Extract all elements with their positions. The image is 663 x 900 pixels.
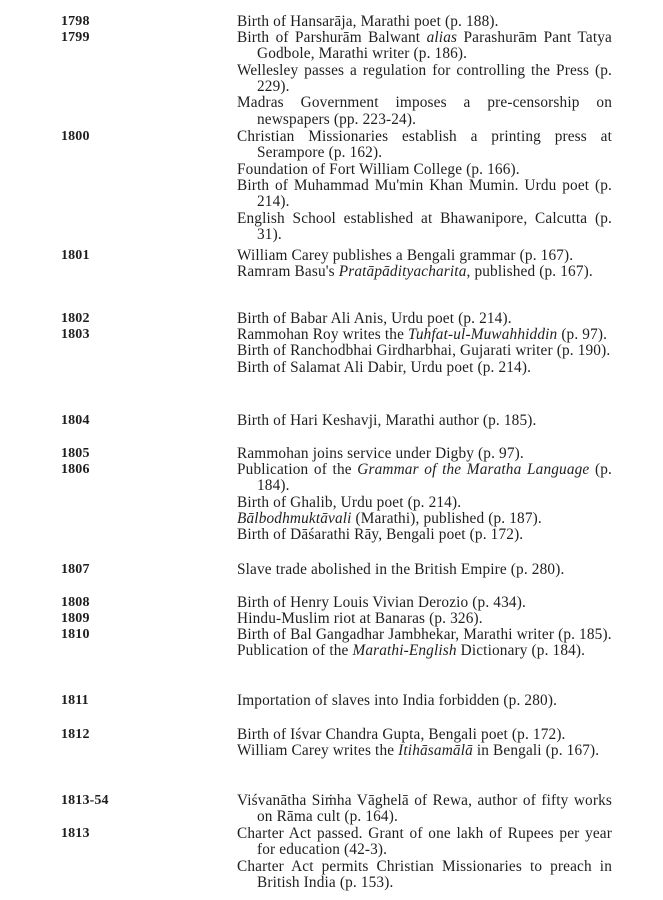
event-text: Birth of Ghalib, Urdu poet (p. 214). xyxy=(237,493,462,511)
event-text: William Carey writes the xyxy=(237,742,399,760)
event-entry xyxy=(237,693,612,709)
event-text: Birth of Dāśarathi Rāy, Bengali poet (p. 172). xyxy=(237,526,524,544)
event-text: Charter Act passed. Grant of one lakh of Rupees per year for education (42-3). xyxy=(237,825,612,859)
year-label: 1812 xyxy=(61,727,90,742)
event-text: Birth of Bal Gangadhar Jambhekar, Marathi writer (p. 185). xyxy=(237,626,612,643)
event-text: Charter Act permits Christian Missionaries to preach in British India (p. 153). xyxy=(237,857,612,892)
event-text: Birth of Henry Louis Vivian Derozio (p. 434). xyxy=(237,594,526,611)
chronology-row xyxy=(0,327,612,376)
chronology-row xyxy=(0,129,612,243)
event-text: Birth of Hansarāja, Marathi poet (p. 188). xyxy=(237,13,499,30)
event-text: Birth of Iśvar Chandra Gupta, Bengali poet (p. 172). xyxy=(237,726,566,743)
event-text: Birth of Babar Ali Anis, Urdu poet (p. 214). xyxy=(237,310,512,327)
event-entry xyxy=(237,859,612,892)
year-label: 1813-54 xyxy=(61,793,109,808)
event-entry xyxy=(237,446,612,462)
event-entry xyxy=(237,343,612,359)
event-list xyxy=(237,595,612,611)
event-list xyxy=(237,413,612,429)
event-text: Importation of slaves into India forbidden (p. 280). xyxy=(237,692,558,709)
year-label: 1799 xyxy=(61,30,90,45)
event-entry xyxy=(237,627,612,643)
event-entry xyxy=(237,264,612,280)
event-text: Rammohan joins service under Digby (p. 97). xyxy=(237,445,524,462)
event-entry xyxy=(237,826,612,859)
year-label: 1813 xyxy=(61,826,90,841)
event-text: Publication of the xyxy=(237,461,358,478)
event-text: Pratāpādityacharita xyxy=(338,263,467,281)
event-text: Viśvanātha Siṁha Vāghelā of Rewa, author of fifty works on Rāma cult (p. 164). xyxy=(237,792,612,826)
year-label: 1806 xyxy=(61,462,90,477)
event-text: Dictionary (p. 184). xyxy=(456,642,586,660)
chronology-row xyxy=(0,413,612,429)
event-entry xyxy=(237,30,612,63)
event-text: Itihāsamālā xyxy=(398,742,473,760)
event-list xyxy=(237,446,612,462)
chronology-row xyxy=(0,14,612,30)
event-entry xyxy=(237,14,612,30)
event-text: Ramram Basu's xyxy=(237,263,339,281)
chronology-row xyxy=(0,611,612,627)
event-text: Hindu-Muslim riot at Banaras (p. 326). xyxy=(237,610,483,627)
year-label: 1798 xyxy=(61,14,90,29)
event-list xyxy=(237,727,612,760)
event-text: Birth of Ranchodbhai Girdharbhai, Gujarati writer (p. 190). xyxy=(237,342,611,360)
event-text: Madras Government imposes a pre-censorship on newspapers (pp. 223-24). xyxy=(237,94,612,128)
event-entry xyxy=(237,727,612,743)
event-text: Wellesley passes a regulation for controlling the Press (p. 229). xyxy=(237,61,612,96)
event-entry xyxy=(237,462,612,495)
event-list xyxy=(237,14,612,30)
event-entry xyxy=(237,248,612,264)
chronology-row xyxy=(0,248,612,281)
event-entry xyxy=(237,63,612,96)
year-label: 1802 xyxy=(61,311,90,326)
year-label: 1811 xyxy=(61,693,89,708)
event-text: Tuhfat-ul-Muwahhiddin xyxy=(408,326,558,343)
chronology-row xyxy=(0,446,612,462)
event-text: (p. 97). xyxy=(557,326,608,343)
event-entry xyxy=(237,95,612,128)
event-entry xyxy=(237,327,612,343)
event-entry xyxy=(237,611,612,627)
event-text: Slave trade abolished in the British Empire (p. 280). xyxy=(237,561,565,578)
event-text: Birth of Hari Keshavji, Marathi author (p. 185). xyxy=(237,412,537,429)
year-label: 1804 xyxy=(61,413,90,428)
chronology-row xyxy=(0,562,612,578)
event-list xyxy=(237,248,612,281)
year-label: 1807 xyxy=(61,562,90,577)
event-text: Publication of the xyxy=(237,642,353,660)
event-list xyxy=(237,611,612,627)
event-entry xyxy=(237,743,612,759)
year-label: 1803 xyxy=(61,327,90,342)
event-text: Bālbodhmuktāvali xyxy=(237,510,352,528)
event-text: Birth of Salamat Ali Dabir, Urdu poet (p. 214). xyxy=(237,358,532,376)
chronology-row xyxy=(0,793,612,826)
year-label: 1810 xyxy=(61,627,90,642)
event-entry xyxy=(237,162,612,178)
event-text: , published (p. 167). xyxy=(466,263,593,281)
event-entry xyxy=(237,211,612,244)
event-entry xyxy=(237,495,612,511)
event-entry xyxy=(237,311,612,327)
event-text: Grammar of the Maratha Language xyxy=(357,461,590,478)
chronology-row xyxy=(0,727,612,760)
event-entry xyxy=(237,562,612,578)
event-list xyxy=(237,311,612,327)
year-label: 1805 xyxy=(61,446,90,461)
event-entry xyxy=(237,413,612,429)
event-entry xyxy=(237,793,612,826)
chronology-row xyxy=(0,627,612,660)
chronology-row xyxy=(0,826,612,891)
event-list xyxy=(237,627,612,660)
event-text: Foundation of Fort William College (p. 166). xyxy=(237,160,520,178)
chronology-row xyxy=(0,595,612,611)
year-label: 1809 xyxy=(61,611,90,626)
event-text: William Carey publishes a Bengali grammar (p. 167). xyxy=(237,247,574,264)
event-text: in Bengali (p. 167). xyxy=(472,742,600,760)
event-text: Birth of Parshurām Balwant xyxy=(237,29,427,46)
event-text: Marathi-English xyxy=(352,642,457,660)
event-entry xyxy=(237,511,612,527)
event-text: Birth of Muhammad Mu'min Khan Mumin. Urdu poet (p. 214). xyxy=(237,177,612,211)
year-label: 1801 xyxy=(61,248,90,263)
event-entry xyxy=(237,360,612,376)
event-entry xyxy=(237,178,612,211)
event-entry xyxy=(237,595,612,611)
event-list xyxy=(237,30,612,128)
event-list xyxy=(237,327,612,376)
event-entry xyxy=(237,643,612,659)
chronology-row xyxy=(0,462,612,544)
event-text: alias xyxy=(426,29,458,46)
event-text: Rammohan Roy writes the xyxy=(237,326,408,343)
event-text: Christian Missionaries establish a printing press at Serampore (p. 162). xyxy=(237,128,612,162)
chronology-row xyxy=(0,311,612,327)
event-list xyxy=(237,562,612,578)
event-list xyxy=(237,462,612,544)
year-label: 1808 xyxy=(61,595,90,610)
event-text: English School established at Bhawanipore, Calcutta (p. 31). xyxy=(237,209,612,244)
chronology-row xyxy=(0,30,612,128)
event-text: (p. 184). xyxy=(257,461,613,495)
event-text: Parashurām Pant Tatya Godbole, Marathi writer (p. 186). xyxy=(257,29,612,63)
event-entry xyxy=(237,527,612,543)
event-entry xyxy=(237,129,612,162)
chronology-row xyxy=(0,693,612,709)
event-list xyxy=(237,693,612,709)
year-label: 1800 xyxy=(61,129,90,144)
event-list xyxy=(237,793,612,826)
event-list xyxy=(237,129,612,243)
event-list xyxy=(237,826,612,891)
event-text: (Marathi), published (p. 187). xyxy=(351,510,542,528)
